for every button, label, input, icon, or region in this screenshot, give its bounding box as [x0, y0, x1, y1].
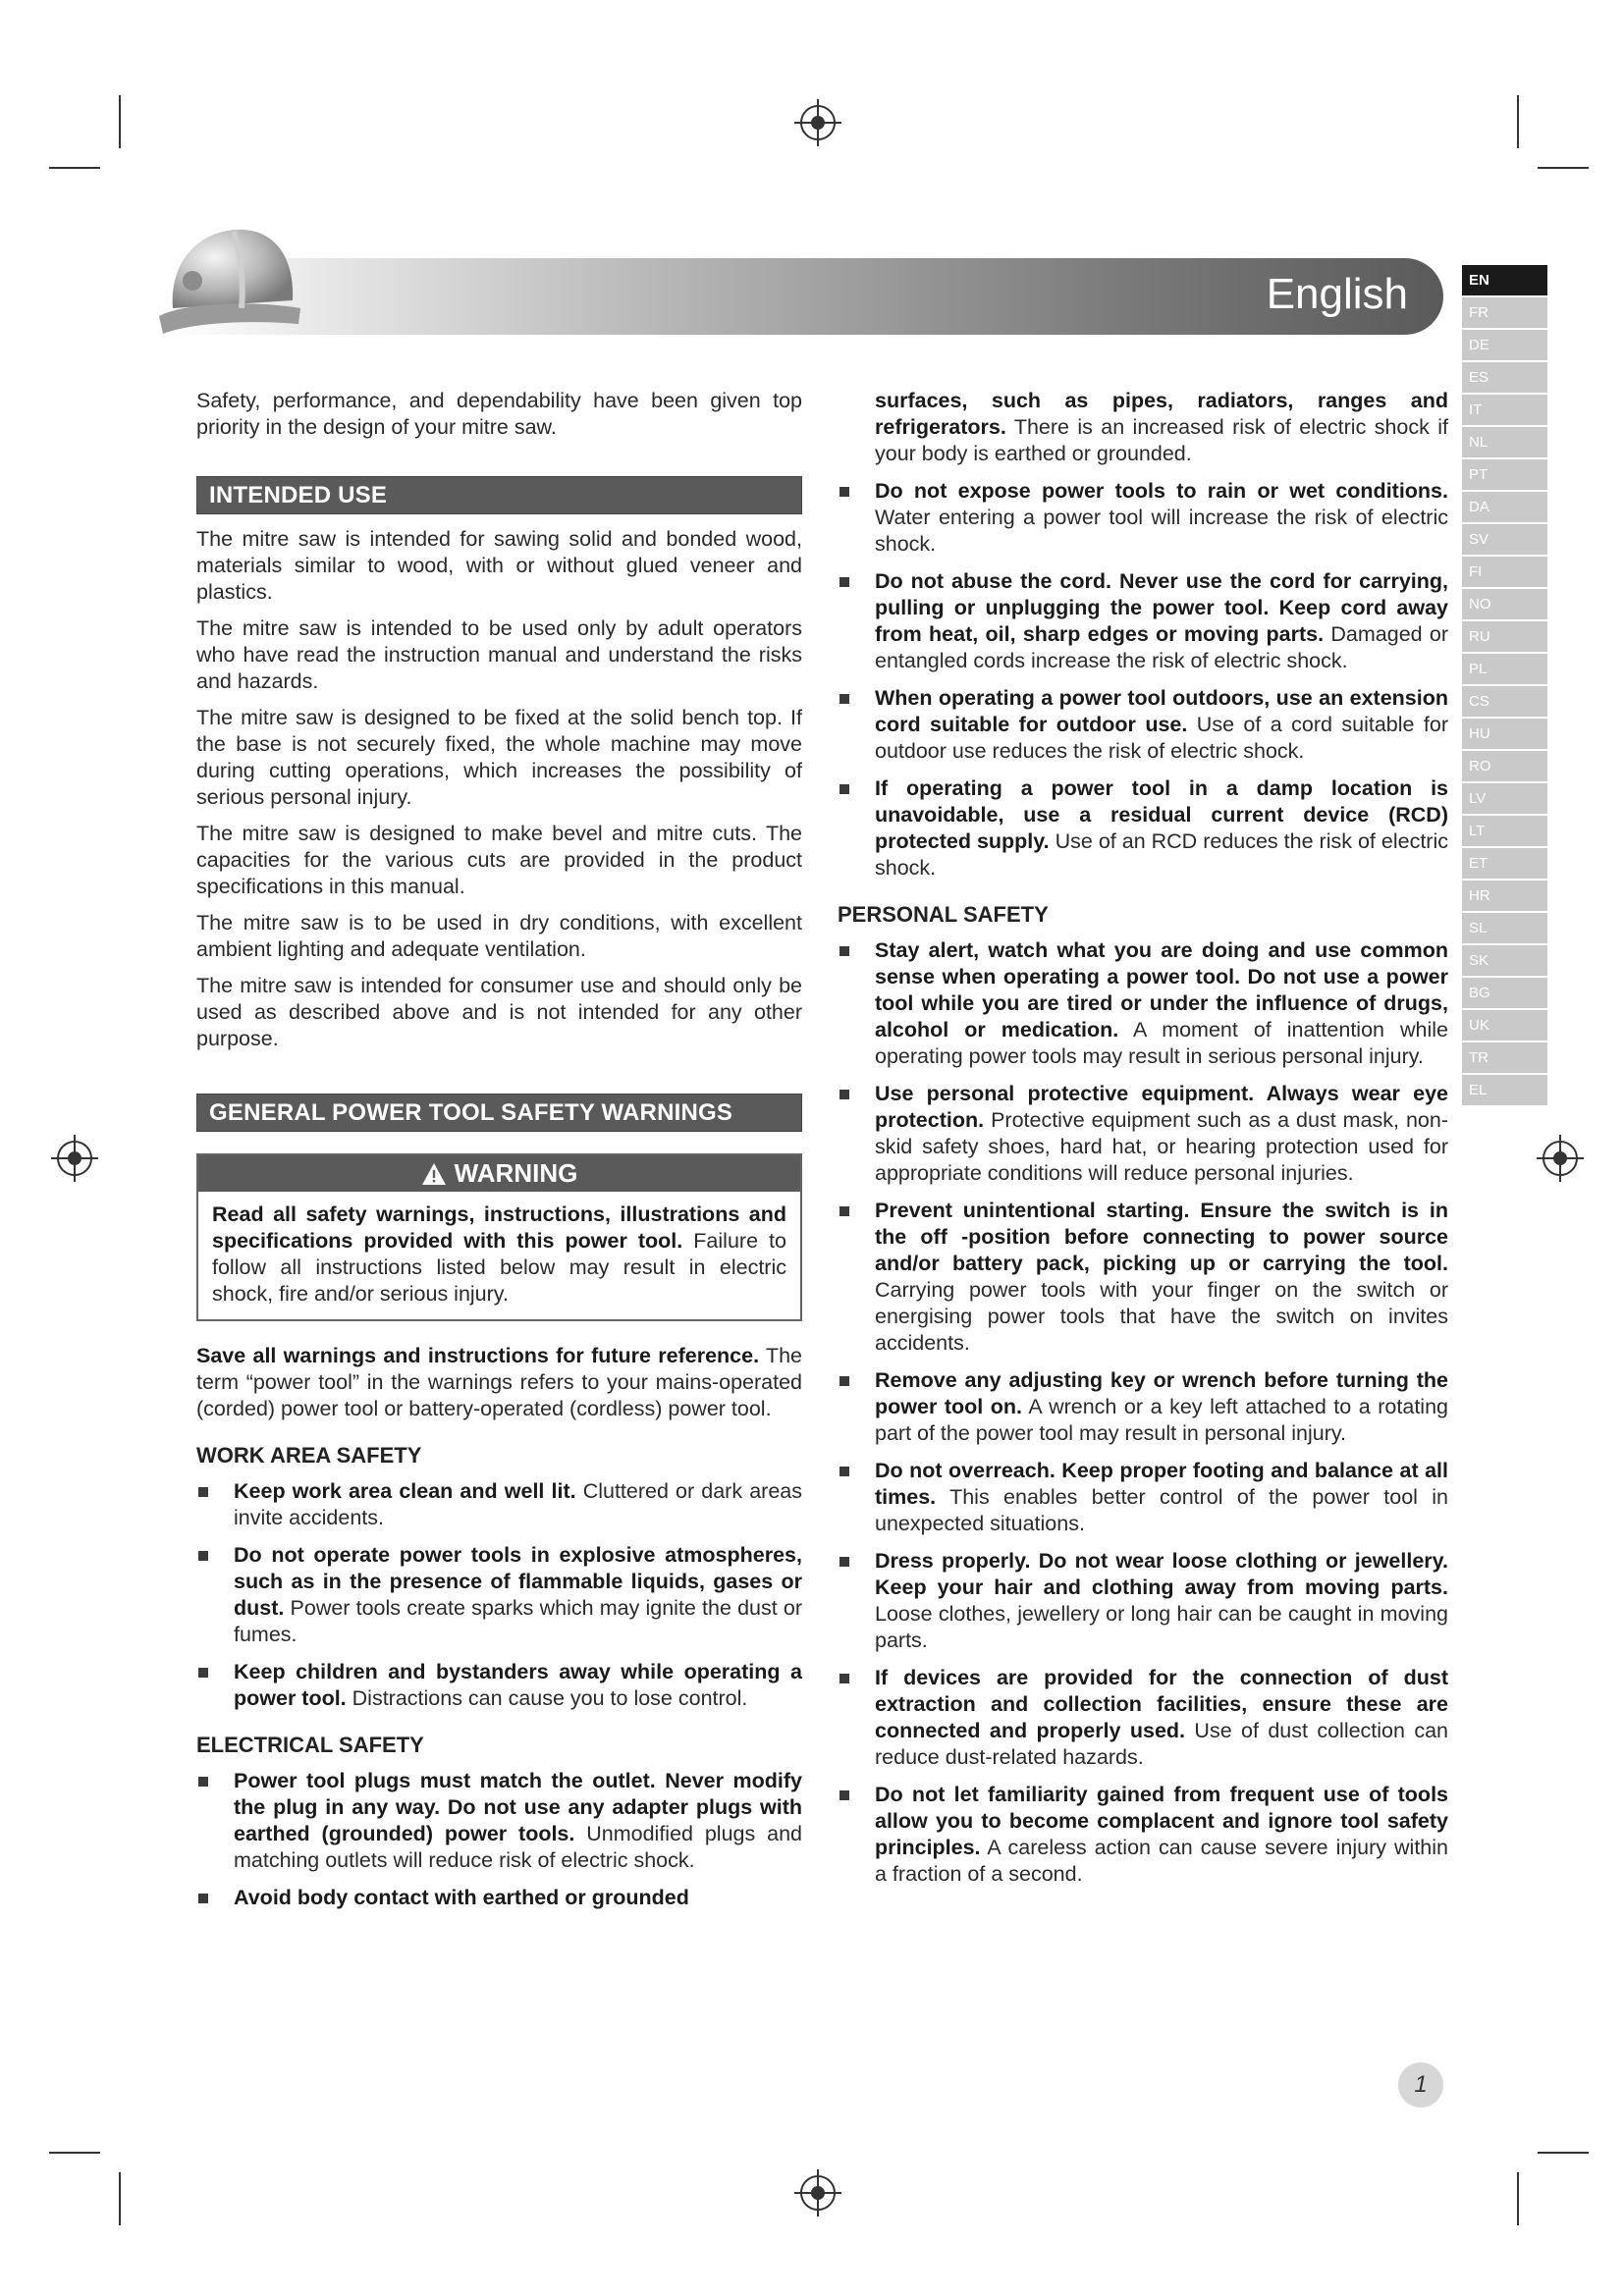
electrical-item — [838, 685, 1448, 765]
language-tab-sk[interactable]: SK — [1462, 945, 1547, 976]
intended-use-heading: INTENDED USE — [196, 476, 802, 514]
language-tab-et[interactable]: ET — [1462, 848, 1547, 879]
bullet-square-icon — [839, 784, 849, 794]
language-tab-lv[interactable]: LV — [1462, 783, 1547, 814]
language-tab-hu[interactable]: HU — [1462, 719, 1547, 749]
electrical-heading: ELECTRICAL SAFETY — [196, 1733, 424, 1757]
bullet-square-icon — [198, 1487, 208, 1497]
bullet-bold-text: Remove any adjusting key or wrench before turning the power tool on. — [875, 1368, 1448, 1418]
language-tab-list — [1462, 265, 1547, 1107]
intro-paragraph: Safety, performance, and dependability have been given top priority in the design of your mitre saw. — [196, 389, 802, 439]
electrical-item — [838, 775, 1448, 881]
language-tab-ro[interactable]: RO — [1462, 751, 1547, 781]
bullet-bold-text: Use personal protective equipment. Always wear eye protection. — [875, 1082, 1448, 1132]
intended-use-paragraph: The mitre saw is to be used in dry conditions, with excellent ambient lighting and adequate ventilation. — [196, 911, 802, 961]
bullet-bold-text: surfaces, such as pipes, radiators, ranges and refrigerators. — [875, 389, 1448, 439]
language-tab-es[interactable]: ES — [1462, 362, 1547, 393]
bullet-square-icon — [839, 946, 849, 956]
language-tab-sl[interactable]: SL — [1462, 913, 1547, 943]
hard-hat-icon — [155, 218, 302, 346]
language-tab-uk[interactable]: UK — [1462, 1010, 1547, 1041]
language-tab-nl[interactable]: NL — [1462, 427, 1547, 457]
language-title: English — [1266, 270, 1408, 318]
save-bold-text: Save all warnings and instructions for future reference. — [196, 1344, 760, 1367]
language-tab-fi[interactable]: FI — [1462, 557, 1547, 587]
bullet-bold-text: Dress properly. Do not wear loose clothing or jewellery. Keep your hair and clothing away from moving parts. — [875, 1549, 1448, 1599]
bullet-text: A careless action can cause severe injury within a fraction of a second. — [875, 1836, 1448, 1886]
crop-mark — [49, 167, 100, 169]
bullet-square-icon — [198, 1551, 208, 1561]
bullet-text: Use of an RCD reduces the risk of electric shock. — [875, 829, 1448, 880]
language-tab-en[interactable]: EN — [1462, 265, 1547, 295]
bullet-text: Distractions can cause you to lose control. — [346, 1686, 748, 1710]
personal-safety-item — [838, 1198, 1448, 1357]
language-tab-ru[interactable]: RU — [1462, 621, 1547, 652]
bullet-square-icon — [839, 1557, 849, 1567]
language-tab-el[interactable]: EL — [1462, 1075, 1547, 1105]
crop-mark — [1517, 2172, 1519, 2225]
electrical-item — [838, 568, 1448, 674]
crop-mark — [1538, 167, 1589, 169]
language-tab-pt[interactable]: PT — [1462, 459, 1547, 490]
save-instructions-paragraph — [196, 1343, 802, 1422]
bullet-bold-text: Prevent unintentional starting. Ensure the switch is in the off -position before connecting to power source and/or battery pack, picking up or carrying the tool. — [875, 1199, 1448, 1275]
electrical-item — [196, 1768, 802, 1874]
language-tab-de[interactable]: DE — [1462, 330, 1547, 360]
language-tab-cs[interactable]: CS — [1462, 686, 1547, 717]
bullet-text: There is an increased risk of electric shock if your body is earthed or grounded. — [875, 415, 1448, 465]
bullet-bold-text: Do not let familiarity gained from frequent use of tools allow you to become complacent and ignore tool safety principles. — [875, 1783, 1448, 1859]
bullet-text: Loose clothes, jewellery or long hair can be caught in moving parts. — [875, 1602, 1448, 1652]
bullet-text: A moment of inattention while operating power tools may result in serious personal injury. — [875, 1018, 1448, 1068]
language-tab-hr[interactable]: HR — [1462, 881, 1547, 911]
page-number: 1 — [1398, 2062, 1443, 2108]
general-warnings-heading: GENERAL POWER TOOL SAFETY WARNINGS — [196, 1094, 802, 1132]
bullet-square-icon — [839, 1467, 849, 1476]
language-tab-da[interactable]: DA — [1462, 492, 1547, 522]
work-area-heading: WORK AREA SAFETY — [196, 1443, 422, 1468]
bullet-text: A wrench or a key left attached to a rotating part of the power tool may result in personal injury. — [875, 1395, 1448, 1445]
personal-safety-item — [838, 937, 1448, 1070]
bullet-text: Water entering a power tool will increase the risk of electric shock. — [875, 506, 1448, 556]
bullet-square-icon — [839, 1206, 849, 1216]
crop-mark — [49, 2152, 100, 2154]
personal-safety-item — [838, 1548, 1448, 1654]
work-area-item — [196, 1542, 802, 1648]
bullet-bold-text: Do not expose power tools to rain or wet conditions. — [875, 479, 1448, 503]
language-tab-sv[interactable]: SV — [1462, 524, 1547, 555]
bullet-bold-text: Do not abuse the cord. Never use the cord for carrying, pulling or unplugging the power tool. Keep cord away from heat, oil, sharp edges or moving parts. — [875, 569, 1448, 646]
language-tab-no[interactable]: NO — [1462, 589, 1547, 619]
bullet-bold-text: If operating a power tool in a damp location is unavoidable, use a residual current device (RCD) protected supply. — [875, 776, 1448, 853]
warning-bold-text: Read all safety warnings, instructions, illustrations and specifications provided with this power tool. — [212, 1202, 786, 1253]
crop-mark — [119, 95, 121, 148]
warning-header — [198, 1155, 800, 1192]
intended-use-paragraph: The mitre saw is intended to be used only by adult operators who have read the instruction manual and understand the risks and hazards. — [196, 616, 802, 693]
crop-mark — [1517, 95, 1519, 148]
crop-mark — [119, 2172, 121, 2225]
language-tab-lt[interactable]: LT — [1462, 816, 1547, 846]
personal-safety-item — [838, 1782, 1448, 1888]
language-tab-it[interactable]: IT — [1462, 395, 1547, 425]
bullet-bold-text: Power tool plugs must match the outlet. Never modify the plug in any way. Do not use any adapter plugs with earthed (grounded) power tools. — [234, 1769, 802, 1845]
personal-safety-item — [838, 1665, 1448, 1771]
electrical-item — [838, 478, 1448, 558]
electrical-item-continued — [838, 388, 1448, 467]
electrical-item — [196, 1885, 802, 1911]
personal-safety-item — [838, 1367, 1448, 1447]
bullet-bold-text: Do not overreach. Keep proper footing and balance at all times. — [875, 1459, 1448, 1509]
language-tab-pl[interactable]: PL — [1462, 654, 1547, 684]
bullet-text: Use of a cord suitable for outdoor use reduces the risk of electric shock. — [875, 713, 1449, 763]
bullet-square-icon — [198, 1668, 208, 1678]
bullet-text: Carrying power tools with your finger on the switch or energising power tools that have the switch on invites accidents. — [875, 1278, 1448, 1355]
bullet-square-icon — [198, 1777, 208, 1787]
bullet-square-icon — [198, 1894, 208, 1903]
registration-mark-icon — [800, 2175, 836, 2211]
intended-use-paragraph: The mitre saw is intended for sawing solid and bonded wood, materials similar to wood, with or without glued veneer and plastics. — [196, 527, 802, 604]
bullet-square-icon — [839, 487, 849, 497]
bullet-square-icon — [839, 694, 849, 704]
bullet-square-icon — [839, 1090, 849, 1099]
bullet-text: Unmodified plugs and matching outlets will reduce risk of electric shock. — [234, 1822, 802, 1872]
language-tab-bg[interactable]: BG — [1462, 978, 1547, 1008]
bullet-bold-text: Avoid body contact with earthed or grounded — [234, 1886, 689, 1909]
right-column — [838, 388, 1448, 1898]
bullet-bold-text: Stay alert, watch what you are doing and use common sense when operating a power tool. Do not use a power tool while you are tired or under the influence of drugs, alcohol or medication. — [875, 938, 1448, 1041]
bullet-bold-text: When operating a power tool outdoors, use an extension cord suitable for outdoor use. — [875, 686, 1448, 736]
bullet-square-icon — [839, 1790, 849, 1800]
warning-body — [198, 1192, 800, 1319]
bullet-text: Cluttered or dark areas invite accidents. — [234, 1479, 802, 1529]
warning-title: WARNING — [454, 1158, 578, 1188]
intended-use-paragraph: The mitre saw is intended for consumer use and should only be used as described above and is not intended for any other purpose. — [196, 974, 802, 1050]
personal-safety-heading: PERSONAL SAFETY — [838, 902, 1049, 927]
registration-mark-icon — [57, 1141, 92, 1176]
intended-use-paragraph: The mitre saw is designed to be fixed at the solid bench top. If the base is not securely fixed, the whole machine may move during cutting operations, which increases the possibility of serious personal injury. — [196, 706, 802, 809]
bullet-text: Protective equipment such as a dust mask, non-skid safety shoes, hard hat, or hearing protection used for appropriate conditions will reduce personal injuries. — [875, 1108, 1448, 1185]
bullet-bold-text: Keep work area clean and well lit. — [234, 1479, 576, 1503]
bullet-text: Use of dust collection can reduce dust-related hazards. — [875, 1719, 1449, 1769]
work-area-item — [196, 1659, 802, 1712]
personal-safety-item — [838, 1458, 1448, 1537]
bullet-bold-text: Keep children and bystanders away while operating a power tool. — [234, 1660, 802, 1710]
bullet-bold-text: If devices are provided for the connection of dust extraction and collection facilities, ensure these are connected and properly used. — [875, 1666, 1448, 1742]
bullet-square-icon — [839, 577, 849, 587]
intended-use-paragraph: The mitre saw is designed to make bevel and mitre cuts. The capacities for the various cuts are provided in the product specifications in this manual. — [196, 822, 802, 898]
header-band — [167, 258, 1443, 335]
registration-mark-icon — [1543, 1141, 1578, 1176]
registration-mark-icon — [800, 105, 836, 140]
left-column — [196, 388, 802, 1922]
save-text: The term “power tool” in the warnings refers to your mains-operated (corded) power tool or battery-operated (cordless) power tool. — [196, 1344, 802, 1420]
language-tab-tr[interactable]: TR — [1462, 1042, 1547, 1073]
bullet-square-icon — [839, 1674, 849, 1683]
warning-text: Failure to follow all instructions listed below may result in electric shock, fire and/or serious injury. — [212, 1229, 786, 1306]
bullet-text: This enables better control of the power tool in unexpected situations. — [875, 1485, 1448, 1535]
warning-box — [196, 1153, 802, 1321]
bullet-square-icon — [839, 1376, 849, 1386]
bullet-bold-text: Do not operate power tools in explosive atmospheres, such as in the presence of flammable liquids, gases or dust. — [234, 1543, 802, 1620]
warning-triangle-icon — [421, 1162, 447, 1186]
personal-safety-item — [838, 1081, 1448, 1187]
bullet-text: Power tools create sparks which may ignite the dust or fumes. — [234, 1596, 802, 1646]
work-area-item — [196, 1478, 802, 1531]
language-tab-fr[interactable]: FR — [1462, 297, 1547, 328]
crop-mark — [1538, 2152, 1589, 2154]
bullet-text: Damaged or entangled cords increase the risk of electric shock. — [875, 622, 1448, 672]
